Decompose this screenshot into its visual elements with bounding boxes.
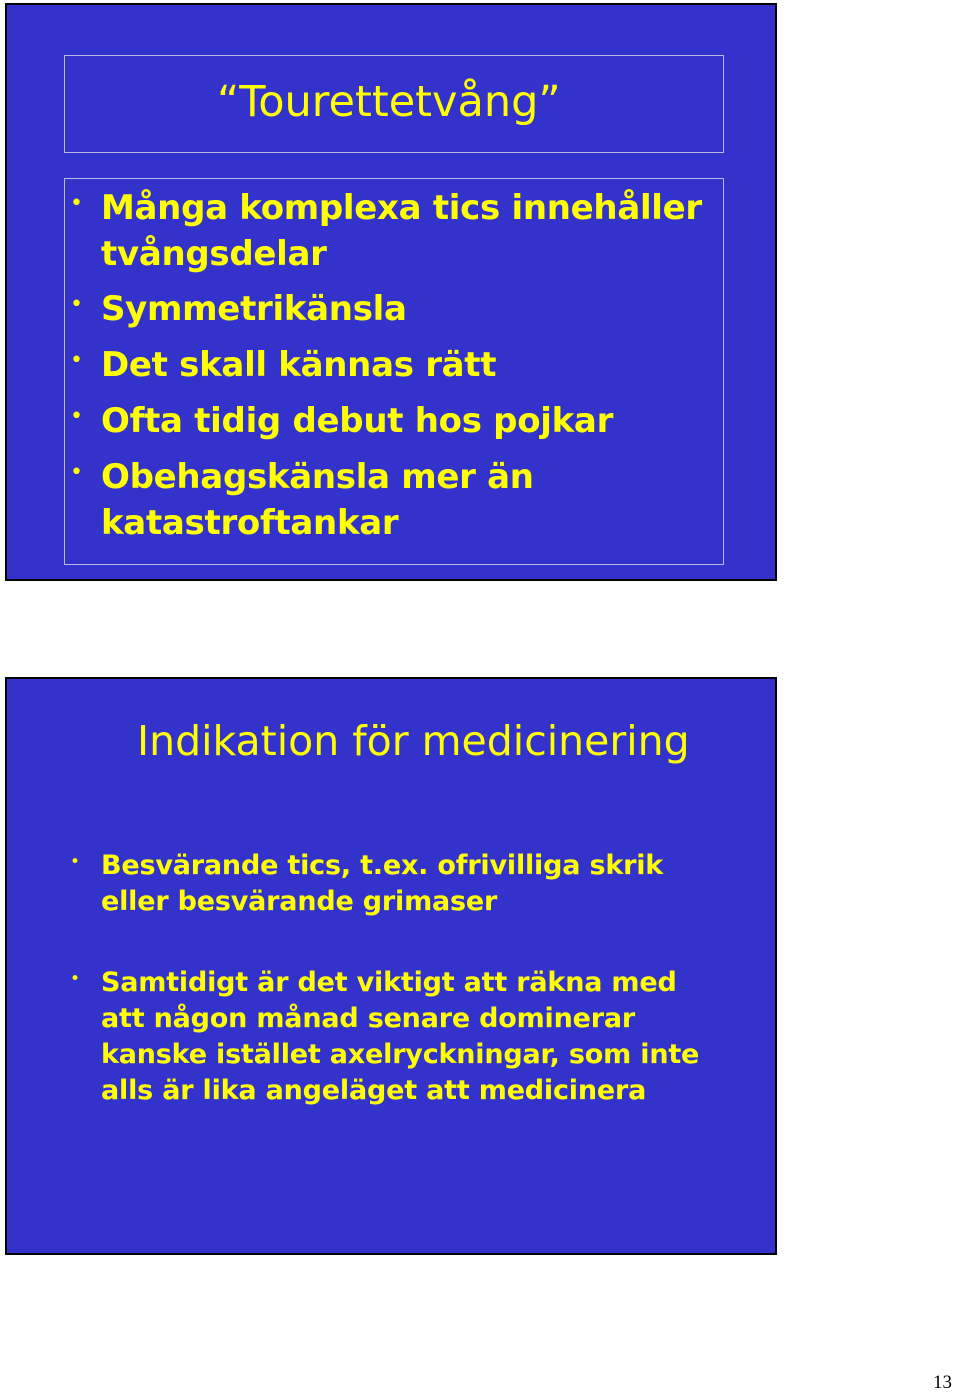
bullet-line: Symmetrikänsla [101, 289, 407, 329]
bullet-dot-icon: • [70, 292, 83, 317]
page-number: 13 [933, 1372, 952, 1393]
bullet-line: eller besvärande grimaser [101, 886, 498, 917]
slide-title: Indikation för medicinering [137, 717, 690, 765]
bullet-dot-icon: • [70, 460, 83, 485]
bullet-dot-icon: • [70, 852, 81, 872]
slide-indikation [5, 677, 777, 1255]
bullet-line: alls är lika angeläget att medicinera [101, 1075, 647, 1106]
bullet-dot-icon: • [70, 404, 83, 429]
bullet-line: katastroftankar [101, 503, 399, 543]
bullet-dot-icon: • [70, 348, 83, 373]
bullet-line: Obehagskänsla mer än [101, 457, 534, 497]
bullet-dot-icon: • [70, 191, 83, 216]
bullet-line: Många komplexa tics innehåller [101, 188, 702, 228]
slide-title: “Tourettetvång” [217, 77, 561, 127]
bullet-line: att någon månad senare dominerar [101, 1003, 635, 1034]
bullet-line: Samtidigt är det viktigt att räkna med [101, 967, 677, 998]
bullet-line: Ofta tidig debut hos pojkar [101, 401, 614, 441]
bullet-line: Det skall kännas rätt [101, 345, 497, 385]
bullet-line: kanske istället axelryckningar, som inte [101, 1039, 700, 1070]
bullet-line: Besvärande tics, t.ex. ofrivilliga skrik [101, 850, 664, 881]
bullet-line: tvångsdelar [101, 234, 327, 274]
slide-tourettetvang [5, 3, 777, 581]
bullet-dot-icon: • [70, 969, 81, 989]
